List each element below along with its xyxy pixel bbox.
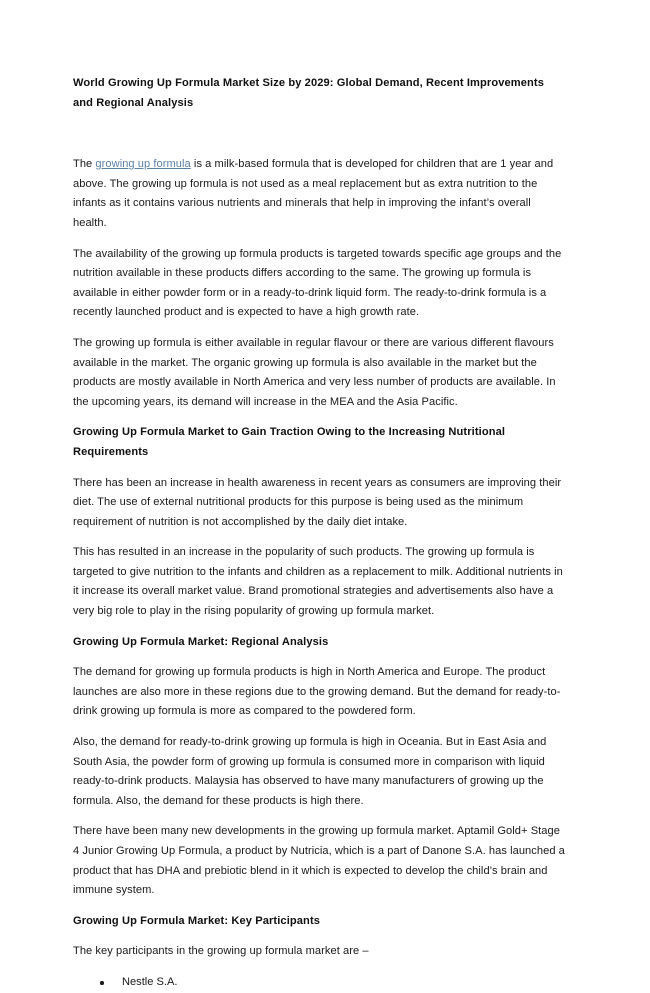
- heading-key-participants: Growing Up Formula Market: Key Participants: [73, 914, 321, 927]
- paragraph-availability: The availability of the growing up formula products is targeted towards specific age groups and the nutrition available in these products differs according to the same. The growing up formula is available in either powder form or in a ready-to-drink liquid form. The ready-to-drink formula is a recently launched product and is expected to have a high growth rate.: [73, 247, 562, 319]
- paragraph-demand-regions: The demand for growing up formula products is high in North America and Europe. The product launches are also more in these regions due to the growing demand. But the demand for ready-to-drink growing up formula is more as compared to the powdered form.: [73, 666, 561, 718]
- paragraph-asia-oceania: Also, the demand for ready-to-drink growing up formula is high in Oceania. But in East Asia and South Asia, the powder form of growing up formula is consumed more in comparison with liquid ready-to-drink products. Malaysia has observed to have many manufacturers of growing up the formula. Also, the demand for these products is high there.: [73, 736, 547, 807]
- paragraph-flavours: The growing up formula is either available in regular flavour or there are various different flavours available in the market. The organic growing up formula is also available in the market but the products are mostly available in North America and very less number of products are available. In the upcoming years, its demand will increase in the MEA and the Asia Pacific.: [73, 336, 556, 408]
- heading-gain-traction: Growing Up Formula Market to Gain Traction Owing to the Increasing Nutritional Requirements: [73, 426, 506, 458]
- list-item-label: Nestle S.A.: [122, 975, 178, 988]
- list-item: [73, 973, 565, 993]
- paragraph-intro-rest: is a milk-based formula that is developed for children that are 1 year and above. The growing up formula is not used as a meal replacement but as extra nutrition to the infants as it contains various nutrients and minerals that help in improving the infant’s overall health.: [73, 158, 554, 229]
- paragraph-intro-lead: The: [73, 158, 96, 171]
- document-body: [73, 74, 565, 993]
- paragraph-health-awareness: There has been an increase in health awareness in recent years as consumers are improving their diet. The use of external nutritional products for this purpose is being used as the minimum requirement of nutrition is not accomplished by the daily diet intake.: [73, 476, 562, 528]
- heading-regional-analysis: Growing Up Formula Market: Regional Analysis: [73, 635, 329, 648]
- growing-up-formula-link[interactable]: growing up formula: [95, 158, 191, 171]
- paragraph-participants-lead: The key participants in the growing up formula market are –: [73, 945, 369, 958]
- key-participants-list: [73, 973, 565, 993]
- title-spacer: [73, 113, 565, 155]
- paragraph-developments: There have been many new developments in the growing up formula market. Aptamil Gold+ Stage 4 Junior Growing Up Formula, a product by Nutricia, which is a part of Danone S.A. has launched a product that has DHA and prebiotic blend in it which is expected to develop the child’s brain and immune system.: [73, 825, 565, 897]
- paragraph-intro: [73, 155, 565, 233]
- paragraph-popularity: This has resulted in an increase in the popularity of such products. The growing up formula is targeted to give nutrition to the infants and children as a replacement to milk. Additional nutrients in it increase its overall market value. Brand promotional strategies and advertisements also have a very big role to play in the rising popularity of growing up formula market.: [73, 546, 563, 618]
- page-title: World Growing Up Formula Market Size by 2029: Global Demand, Recent Improvements and Regional Analysis: [73, 77, 545, 109]
